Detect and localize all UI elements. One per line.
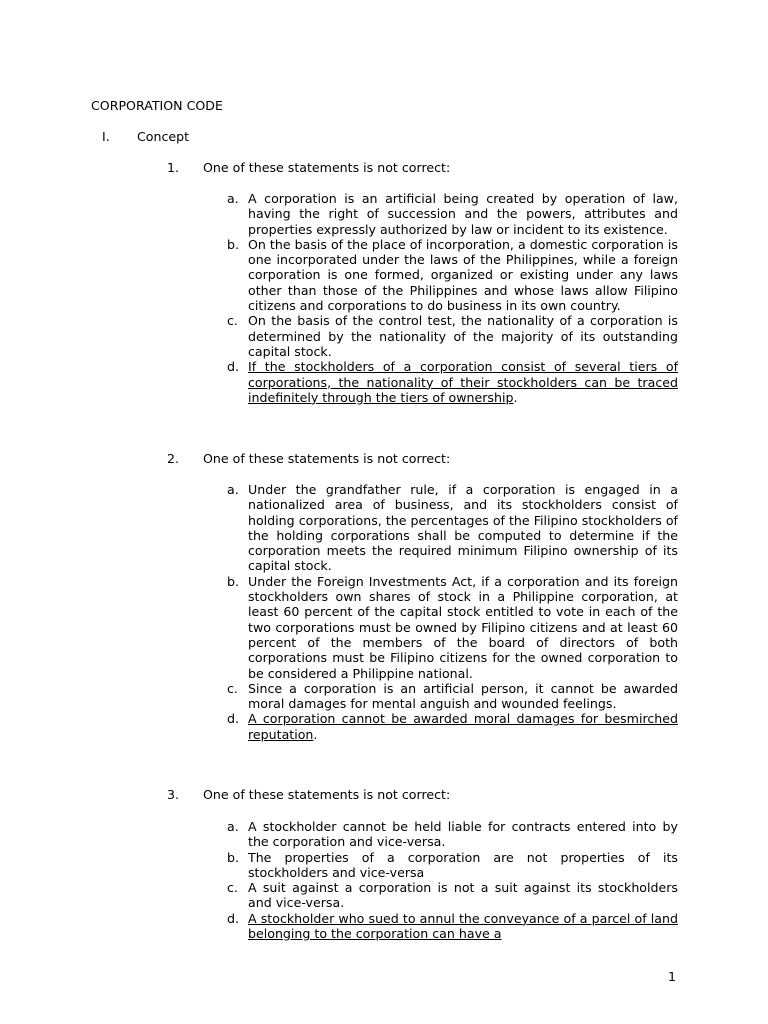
- choice-letter: c.: [227, 880, 238, 896]
- choice-2a: [227, 482, 678, 574]
- question-2-choices: [227, 482, 678, 742]
- question-prompt: One of these statements is not correct:: [203, 451, 451, 466]
- choice-3c: [227, 880, 678, 911]
- choice-letter: c.: [227, 680, 238, 696]
- choice-letter: b.: [227, 573, 239, 589]
- choice-3b: [227, 850, 678, 881]
- choice-punctuation: .: [513, 389, 518, 405]
- choice-punctuation: .: [313, 726, 318, 742]
- choice-3d-answer: [227, 911, 678, 942]
- choice-letter: a.: [227, 819, 239, 834]
- choice-1a: [227, 191, 678, 237]
- question-1: [167, 160, 450, 176]
- answer-text: If the stockholders of a corporation consist of several tiers of corporations, the nationality of their stockholders can be traced indefinitely through the tiers of ownership: [248, 359, 678, 405]
- choice-letter: d.: [227, 711, 239, 727]
- question-number: 3.: [167, 787, 180, 802]
- question-number: 2.: [167, 451, 180, 466]
- choice-letter: c.: [227, 313, 238, 329]
- answer-text: A corporation cannot be awarded moral damages for besmirched reputation: [248, 711, 678, 742]
- choice-text: Under the Foreign Investments Act, if a corporation and its foreign stockholders own shares of stock in a Philippine corporation, at least 60 percent of the capital stock entitled to vote in each of the two corporations must be owned by Filipino citizens and at least 60 percent of the members of the board of directors of both corporations must be Filipino citizens for the owned corporation to be considered a Philippine national.: [248, 573, 678, 681]
- question-2: [167, 451, 450, 467]
- choice-2d-answer: [227, 711, 678, 742]
- document-title: CORPORATION CODE: [91, 98, 223, 113]
- page-number: 1: [668, 969, 677, 984]
- choice-1c: [227, 313, 678, 359]
- section-number: I.: [102, 129, 110, 144]
- choice-1d-answer: [227, 359, 678, 405]
- choice-text: The properties of a corporation are not properties of its stockholders and vice-versa: [248, 849, 678, 880]
- choice-2b: [227, 574, 678, 681]
- choice-text: A suit against a corporation is not a suit against its stockholders and vice-versa.: [248, 880, 678, 911]
- section-heading: [102, 129, 189, 145]
- choice-text: Since a corporation is an artificial person, it cannot be awarded moral damages for mental anguish and wounded feelings.: [248, 680, 678, 712]
- answer-text: A stockholder who sued to annul the conveyance of a parcel of land belonging to the corporation can have a: [248, 910, 678, 942]
- choice-2c: [227, 681, 678, 712]
- choice-3a: [227, 819, 678, 850]
- question-3: [167, 787, 450, 803]
- choice-letter: d.: [227, 910, 239, 926]
- question-prompt: One of these statements is not correct:: [203, 160, 451, 175]
- section-label: Concept: [137, 129, 190, 144]
- question-prompt: One of these statements is not correct:: [203, 787, 451, 802]
- choice-letter: d.: [227, 359, 239, 375]
- question-number: 1.: [167, 160, 180, 175]
- choice-text: On the basis of the control test, the nationality of a corporation is determined by the nationality of the majority of its outstanding capital stock.: [248, 313, 678, 359]
- choice-letter: b.: [227, 236, 239, 252]
- choice-text: A corporation is an artificial being created by operation of law, having the right of succession and the powers, attributes and properties expressly authorized by law or incident to its existence.: [248, 191, 678, 237]
- choice-letter: a.: [227, 191, 239, 206]
- choice-text: A stockholder cannot be held liable for contracts entered into by the corporation and vice-versa.: [248, 819, 678, 850]
- choice-1b: [227, 237, 678, 313]
- question-1-choices: [227, 191, 678, 405]
- choice-letter: b.: [227, 849, 239, 865]
- question-3-choices: [227, 819, 678, 941]
- choice-letter: a.: [227, 482, 239, 497]
- choice-text: Under the grandfather rule, if a corporation is engaged in a nationalized area of business, and its stockholders consist of holding corporations, the percentages of the Filipino stockholders of the holding corporations shall be computed to determine if the corporation meets the required minimum Filipino ownership of its capital stock.: [248, 482, 678, 574]
- choice-text: On the basis of the place of incorporation, a domestic corporation is one incorporated under the laws of the Philippines, while a foreign corporation is one formed, organized or existing under any laws other than those of the Philippines and whose laws allow Filipino citizens and corporations to do business in its own country.: [248, 236, 678, 314]
